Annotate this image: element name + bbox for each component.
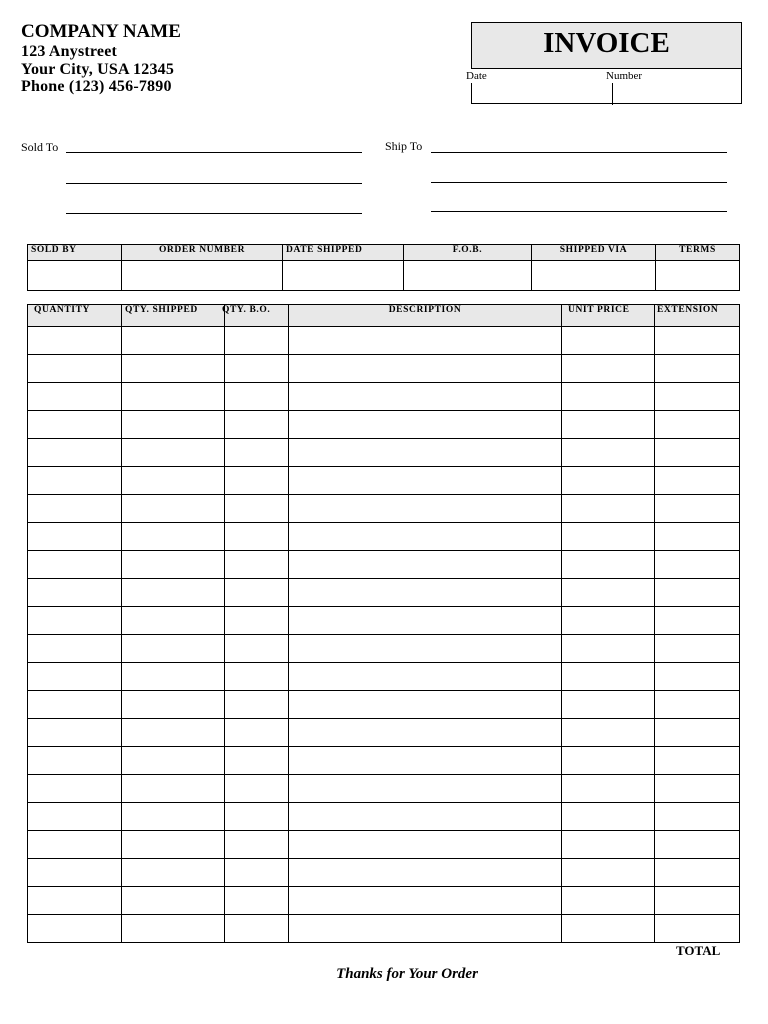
quantity-cell[interactable]: [28, 747, 122, 775]
order-header-order-number: ORDER NUMBER: [122, 245, 283, 261]
items-header-unit-price: UNIT PRICE: [562, 305, 655, 327]
unit-price-cell[interactable]: [562, 887, 655, 915]
description-cell[interactable]: [289, 355, 562, 383]
quantity-cell[interactable]: [28, 551, 122, 579]
description-cell[interactable]: [289, 663, 562, 691]
description-cell[interactable]: [289, 831, 562, 859]
qty-shipped-cell[interactable]: [122, 887, 225, 915]
unit-price-cell[interactable]: [562, 663, 655, 691]
order-number-cell[interactable]: [122, 261, 283, 291]
extension-cell[interactable]: [655, 383, 740, 411]
order-info-table: [27, 244, 740, 291]
description-cell[interactable]: [289, 915, 562, 943]
extension-cell[interactable]: [655, 635, 740, 663]
sold-by-cell[interactable]: [28, 261, 122, 291]
qty-shipped-cell[interactable]: [122, 831, 225, 859]
table-row: [28, 803, 740, 831]
table-row: [28, 663, 740, 691]
description-cell[interactable]: [289, 859, 562, 887]
invoice-title: INVOICE: [543, 27, 670, 59]
shipped-via-cell[interactable]: [532, 261, 656, 291]
qty-shipped-cell[interactable]: [122, 495, 225, 523]
quantity-cell[interactable]: [28, 495, 122, 523]
extension-cell[interactable]: [655, 915, 740, 943]
qty-shipped-cell[interactable]: [122, 411, 225, 439]
invoice-number-label: Number: [606, 70, 643, 82]
order-header-terms: TERMS: [656, 245, 740, 261]
unit-price-cell[interactable]: [562, 383, 655, 411]
table-row: [28, 831, 740, 859]
quantity-cell[interactable]: [28, 803, 122, 831]
extension-cell[interactable]: [655, 355, 740, 383]
quantity-cell[interactable]: [28, 719, 122, 747]
qty-bo-cell[interactable]: [225, 691, 289, 719]
qty-bo-cell[interactable]: [225, 831, 289, 859]
table-row: [28, 635, 740, 663]
extension-cell[interactable]: [655, 411, 740, 439]
qty-shipped-cell[interactable]: [122, 523, 225, 551]
unit-price-cell[interactable]: [562, 719, 655, 747]
extension-cell[interactable]: [655, 691, 740, 719]
table-row: [28, 411, 740, 439]
qty-bo-cell[interactable]: [225, 327, 289, 355]
extension-cell[interactable]: [655, 663, 740, 691]
quantity-cell[interactable]: [28, 355, 122, 383]
qty-shipped-cell[interactable]: [122, 355, 225, 383]
extension-cell[interactable]: [655, 523, 740, 551]
quantity-cell[interactable]: [28, 915, 122, 943]
qty-bo-cell[interactable]: [225, 859, 289, 887]
items-body: [28, 327, 740, 943]
qty-bo-cell[interactable]: [225, 663, 289, 691]
description-cell[interactable]: [289, 887, 562, 915]
table-row: [28, 439, 740, 467]
quantity-cell[interactable]: [28, 523, 122, 551]
unit-price-cell[interactable]: [562, 775, 655, 803]
thanks-message: Thanks for Your Order: [336, 966, 478, 982]
quantity-cell[interactable]: [28, 775, 122, 803]
quantity-cell[interactable]: [28, 887, 122, 915]
qty-bo-cell[interactable]: [225, 775, 289, 803]
qty-bo-cell[interactable]: [225, 635, 289, 663]
qty-bo-cell[interactable]: [225, 803, 289, 831]
sold-to-line-3[interactable]: [66, 213, 362, 214]
quantity-cell[interactable]: [28, 831, 122, 859]
unit-price-cell[interactable]: [562, 327, 655, 355]
items-header-quantity: QUANTITY: [28, 305, 122, 327]
ship-to-line-2[interactable]: [431, 182, 727, 183]
unit-price-cell[interactable]: [562, 551, 655, 579]
table-row: [28, 579, 740, 607]
description-cell[interactable]: [289, 579, 562, 607]
qty-bo-cell[interactable]: [225, 915, 289, 943]
qty-shipped-cell[interactable]: [122, 775, 225, 803]
unit-price-cell[interactable]: [562, 831, 655, 859]
order-header-date-shipped: DATE SHIPPED: [283, 245, 404, 261]
quantity-cell[interactable]: [28, 327, 122, 355]
qty-bo-cell[interactable]: [225, 887, 289, 915]
description-cell[interactable]: [289, 551, 562, 579]
qty-shipped-cell[interactable]: [122, 635, 225, 663]
table-row: [28, 859, 740, 887]
quantity-cell[interactable]: [28, 579, 122, 607]
company-phone: Phone (123) 456-7890: [21, 78, 172, 95]
qty-bo-cell[interactable]: [225, 467, 289, 495]
quantity-cell[interactable]: [28, 663, 122, 691]
items-header-extension: EXTENSION: [655, 305, 740, 327]
description-cell[interactable]: [289, 327, 562, 355]
extension-cell[interactable]: [655, 607, 740, 635]
table-row: [28, 551, 740, 579]
description-cell[interactable]: [289, 747, 562, 775]
qty-shipped-cell[interactable]: [122, 663, 225, 691]
qty-shipped-cell[interactable]: [122, 439, 225, 467]
extension-cell[interactable]: [655, 579, 740, 607]
qty-bo-cell[interactable]: [225, 579, 289, 607]
sold-to-label: Sold To: [21, 140, 59, 154]
unit-price-cell[interactable]: [562, 523, 655, 551]
company-address: 123 Anystreet: [21, 43, 118, 60]
extension-cell[interactable]: [655, 831, 740, 859]
qty-shipped-cell[interactable]: [122, 691, 225, 719]
items-header-qty-shipped: QTY. SHIPPED: [122, 305, 225, 327]
table-row: [28, 523, 740, 551]
qty-shipped-cell[interactable]: [122, 551, 225, 579]
qty-shipped-cell[interactable]: [122, 859, 225, 887]
table-row: [28, 327, 740, 355]
quantity-cell[interactable]: [28, 411, 122, 439]
description-cell[interactable]: [289, 411, 562, 439]
table-row: [28, 495, 740, 523]
description-cell[interactable]: [289, 607, 562, 635]
order-entry-row: [28, 261, 740, 291]
line-items-table: [27, 304, 740, 943]
items-header-description: DESCRIPTION: [289, 305, 562, 327]
unit-price-cell[interactable]: [562, 803, 655, 831]
quantity-cell[interactable]: [28, 383, 122, 411]
description-cell[interactable]: [289, 803, 562, 831]
sold-to-line-1[interactable]: [66, 152, 362, 153]
description-cell[interactable]: [289, 383, 562, 411]
quantity-cell[interactable]: [28, 439, 122, 467]
extension-cell[interactable]: [655, 467, 740, 495]
invoice-date-label: Date: [466, 70, 487, 82]
extension-cell[interactable]: [655, 327, 740, 355]
qty-shipped-cell[interactable]: [122, 383, 225, 411]
description-cell[interactable]: [289, 439, 562, 467]
items-header-row: [28, 305, 740, 327]
table-row: [28, 607, 740, 635]
qty-bo-cell[interactable]: [225, 551, 289, 579]
qty-shipped-cell[interactable]: [122, 915, 225, 943]
unit-price-cell[interactable]: [562, 859, 655, 887]
qty-shipped-cell[interactable]: [122, 747, 225, 775]
description-cell[interactable]: [289, 775, 562, 803]
qty-bo-cell[interactable]: [225, 383, 289, 411]
quantity-cell[interactable]: [28, 635, 122, 663]
extension-cell[interactable]: [655, 439, 740, 467]
table-row: [28, 747, 740, 775]
order-header-sold-by: SOLD BY: [28, 245, 122, 261]
table-row: [28, 467, 740, 495]
qty-shipped-cell[interactable]: [122, 719, 225, 747]
qty-shipped-cell[interactable]: [122, 467, 225, 495]
table-row: [28, 355, 740, 383]
quantity-cell[interactable]: [28, 467, 122, 495]
invoice-box: [466, 22, 742, 104]
qty-bo-cell[interactable]: [225, 747, 289, 775]
quantity-cell[interactable]: [28, 691, 122, 719]
extension-cell[interactable]: [655, 747, 740, 775]
description-cell[interactable]: [289, 719, 562, 747]
table-row: [28, 775, 740, 803]
table-row: [28, 691, 740, 719]
extension-cell[interactable]: [655, 719, 740, 747]
description-cell[interactable]: [289, 523, 562, 551]
ship-to-line-3[interactable]: [431, 211, 727, 212]
description-cell[interactable]: [289, 495, 562, 523]
unit-price-cell[interactable]: [562, 495, 655, 523]
extension-cell[interactable]: [655, 775, 740, 803]
table-row: [28, 887, 740, 915]
qty-bo-cell[interactable]: [225, 719, 289, 747]
qty-bo-cell[interactable]: [225, 439, 289, 467]
qty-bo-cell[interactable]: [225, 607, 289, 635]
unit-price-cell[interactable]: [562, 411, 655, 439]
extension-cell[interactable]: [655, 859, 740, 887]
order-header-row: [28, 245, 740, 261]
unit-price-cell[interactable]: [562, 747, 655, 775]
extension-cell[interactable]: [655, 887, 740, 915]
qty-bo-cell[interactable]: [225, 523, 289, 551]
extension-cell[interactable]: [655, 551, 740, 579]
unit-price-cell[interactable]: [562, 607, 655, 635]
description-cell[interactable]: [289, 635, 562, 663]
table-row: [28, 719, 740, 747]
description-cell[interactable]: [289, 467, 562, 495]
sold-to-line-2[interactable]: [66, 183, 362, 184]
unit-price-cell[interactable]: [562, 915, 655, 943]
company-name: COMPANY NAME: [21, 21, 181, 42]
qty-bo-cell[interactable]: [225, 355, 289, 383]
order-header-fob: F.O.B.: [404, 245, 532, 261]
unit-price-cell[interactable]: [562, 467, 655, 495]
unit-price-cell[interactable]: [562, 691, 655, 719]
invoice-title-cell: [472, 23, 741, 69]
qty-bo-cell[interactable]: [225, 495, 289, 523]
extension-cell[interactable]: [655, 495, 740, 523]
ship-to-line-1[interactable]: [431, 152, 727, 153]
description-cell[interactable]: [289, 691, 562, 719]
qty-bo-cell[interactable]: [225, 411, 289, 439]
date-shipped-cell[interactable]: [283, 261, 404, 291]
qty-shipped-cell[interactable]: [122, 607, 225, 635]
qty-shipped-cell[interactable]: [122, 579, 225, 607]
unit-price-cell[interactable]: [562, 439, 655, 467]
unit-price-cell[interactable]: [562, 579, 655, 607]
total-label: TOTAL: [676, 943, 721, 958]
unit-price-cell[interactable]: [562, 635, 655, 663]
quantity-cell[interactable]: [28, 607, 122, 635]
unit-price-cell[interactable]: [562, 355, 655, 383]
extension-cell[interactable]: [655, 803, 740, 831]
table-row: [28, 383, 740, 411]
quantity-cell[interactable]: [28, 859, 122, 887]
fob-cell[interactable]: [404, 261, 532, 291]
qty-shipped-cell[interactable]: [122, 327, 225, 355]
company-city: Your City, USA 12345: [21, 61, 175, 78]
terms-cell[interactable]: [656, 261, 740, 291]
qty-shipped-cell[interactable]: [122, 803, 225, 831]
ship-to-label: Ship To: [385, 139, 423, 153]
items-header-qty-bo: QTY. B.O.: [225, 305, 289, 327]
order-header-shipped-via: SHIPPED VIA: [532, 245, 656, 261]
table-row: [28, 915, 740, 943]
